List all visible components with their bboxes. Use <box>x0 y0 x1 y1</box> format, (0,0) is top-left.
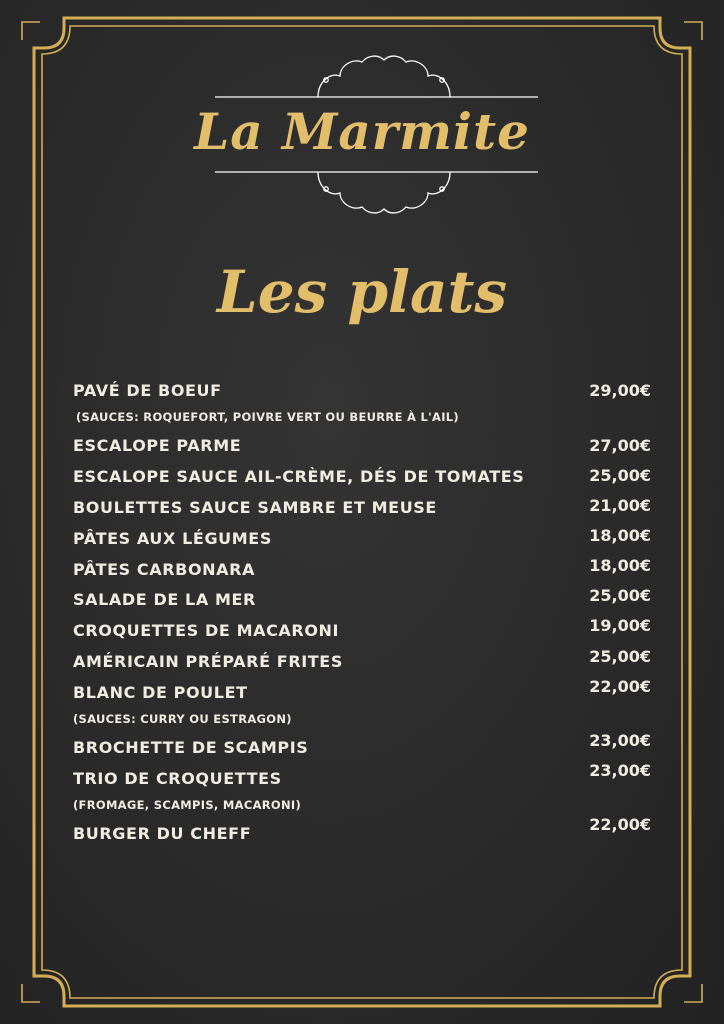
menu-item-price: 19,00€ <box>589 616 651 635</box>
menu-item-price: 18,00€ <box>589 556 651 575</box>
menu-item-name: SALADE DE LA MER <box>73 590 256 609</box>
menu-item-name: ESCALOPE SAUCE AIL-CRÈME, DÉS DE TOMATES <box>73 467 525 486</box>
menu-item-price: 22,00€ <box>589 677 651 696</box>
menu-item-name: CROQUETTES DE MACARONI <box>73 621 340 640</box>
menu-item-price: 29,00€ <box>589 381 651 400</box>
menu-item-price: 25,00€ <box>589 466 651 485</box>
menu-item-price: 25,00€ <box>589 647 651 666</box>
menu-item-name: PÂTES AUX LÉGUMES <box>73 529 272 548</box>
restaurant-name: La Marmite <box>194 102 530 161</box>
menu-item-name: AMÉRICAIN PRÉPARÉ FRITES <box>73 652 343 671</box>
menu-item-note: (SAUCES: CURRY OU ESTRAGON) <box>73 712 292 726</box>
menu-item-name: TRIO DE CROQUETTES <box>73 769 282 788</box>
menu-item-note: (SAUCES: ROQUEFORT, POIVRE VERT OU BEURRE À L'AIL) <box>76 410 459 424</box>
menu-item-name: PAVÉ DE BOEUF <box>73 381 222 400</box>
menu-item-price: 25,00€ <box>589 586 651 605</box>
menu-item-price: 23,00€ <box>589 731 651 750</box>
menu-item-name: BLANC DE POULET <box>73 683 248 702</box>
menu-item-price: 27,00€ <box>589 436 651 455</box>
menu-item-name: BOULETTES SAUCE SAMBRE ET MEUSE <box>73 498 437 517</box>
menu-item-note: (FROMAGE, SCAMPIS, MACARONI) <box>73 798 302 812</box>
menu-item-price: 23,00€ <box>589 761 651 780</box>
menu-item-name: ESCALOPE PARME <box>73 436 242 455</box>
section-title: Les plats <box>216 258 508 326</box>
menu-item-name: BROCHETTE DE SCAMPIS <box>73 738 309 757</box>
menu-item-price: 22,00€ <box>589 815 651 834</box>
menu-item-name: BURGER DU CHEFF <box>73 824 252 843</box>
menu-item-price: 18,00€ <box>589 526 651 545</box>
menu-item-price: 21,00€ <box>589 496 651 515</box>
menu-item-name: PÂTES CARBONARA <box>73 560 256 579</box>
